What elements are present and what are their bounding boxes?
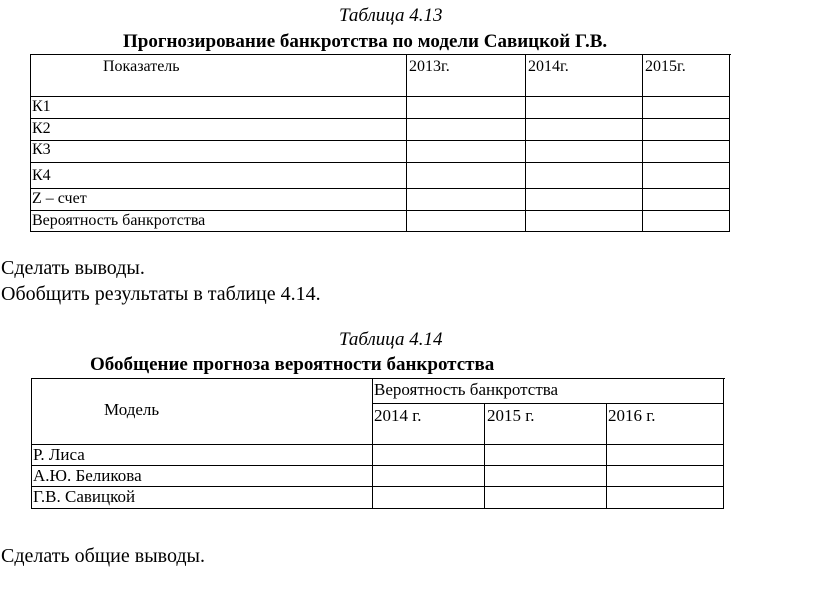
instruction-summarize: Обобщить результаты в таблице 4.14. <box>1 283 321 305</box>
header-2015: 2015г. <box>643 55 730 97</box>
table-cell <box>407 97 526 119</box>
table-cell <box>373 466 485 487</box>
table-cell <box>643 119 730 141</box>
table-cell <box>643 211 730 232</box>
table2-caption: Таблица 4.14 <box>339 329 443 350</box>
table-cell <box>526 211 643 232</box>
header-bankruptcy-probability: Вероятность банкротства <box>373 379 724 404</box>
table-cell <box>607 466 724 487</box>
instruction-conclusions: Сделать выводы. <box>1 257 145 279</box>
header-2014: 2014г. <box>526 55 643 97</box>
table-cell <box>526 119 643 141</box>
table-cell <box>526 189 643 211</box>
row-label-belikova: А.Ю. Беликова <box>32 466 373 487</box>
table-cell <box>407 119 526 141</box>
table-cell <box>643 189 730 211</box>
table-cell <box>526 97 643 119</box>
header-2013: 2013г. <box>407 55 526 97</box>
table-4-14 <box>31 378 725 509</box>
row-label-z-score: Z – счет <box>31 189 407 211</box>
table-cell <box>485 487 607 509</box>
row-label-savitskaya: Г.В. Савицкой <box>32 487 373 509</box>
table-cell <box>643 141 730 163</box>
header-model: Модель <box>32 379 373 445</box>
table1-caption: Таблица 4.13 <box>339 5 443 26</box>
row-label-lisa: Р. Лиса <box>32 445 373 466</box>
table-cell <box>407 211 526 232</box>
table-cell <box>373 487 485 509</box>
table-cell <box>407 141 526 163</box>
instruction-general-conclusions: Сделать общие выводы. <box>1 545 205 567</box>
table-cell <box>643 163 730 189</box>
row-label-k1: К1 <box>31 97 407 119</box>
row-label-k3: К3 <box>31 141 407 163</box>
header-year-2016: 2016 г. <box>607 404 724 445</box>
table-cell <box>485 445 607 466</box>
table-cell <box>526 141 643 163</box>
table-cell <box>607 445 724 466</box>
row-label-k4: К4 <box>31 163 407 189</box>
table-cell <box>643 97 730 119</box>
table-cell <box>407 189 526 211</box>
table2-title: Обобщение прогноза вероятности банкротства <box>90 354 495 375</box>
table-cell <box>373 445 485 466</box>
header-year-2014: 2014 г. <box>373 404 485 445</box>
header-indicator: Показатель <box>31 55 407 97</box>
table1-title: Прогнозирование банкротства по модели Савицкой Г.В. <box>123 31 608 52</box>
header-year-2015: 2015 г. <box>485 404 607 445</box>
table-cell <box>485 466 607 487</box>
row-label-k2: К2 <box>31 119 407 141</box>
table-cell <box>607 487 724 509</box>
row-label-bankruptcy-probability: Вероятность банкротства <box>31 211 407 232</box>
table-4-13 <box>30 54 731 232</box>
table-cell <box>407 163 526 189</box>
table-cell <box>526 163 643 189</box>
